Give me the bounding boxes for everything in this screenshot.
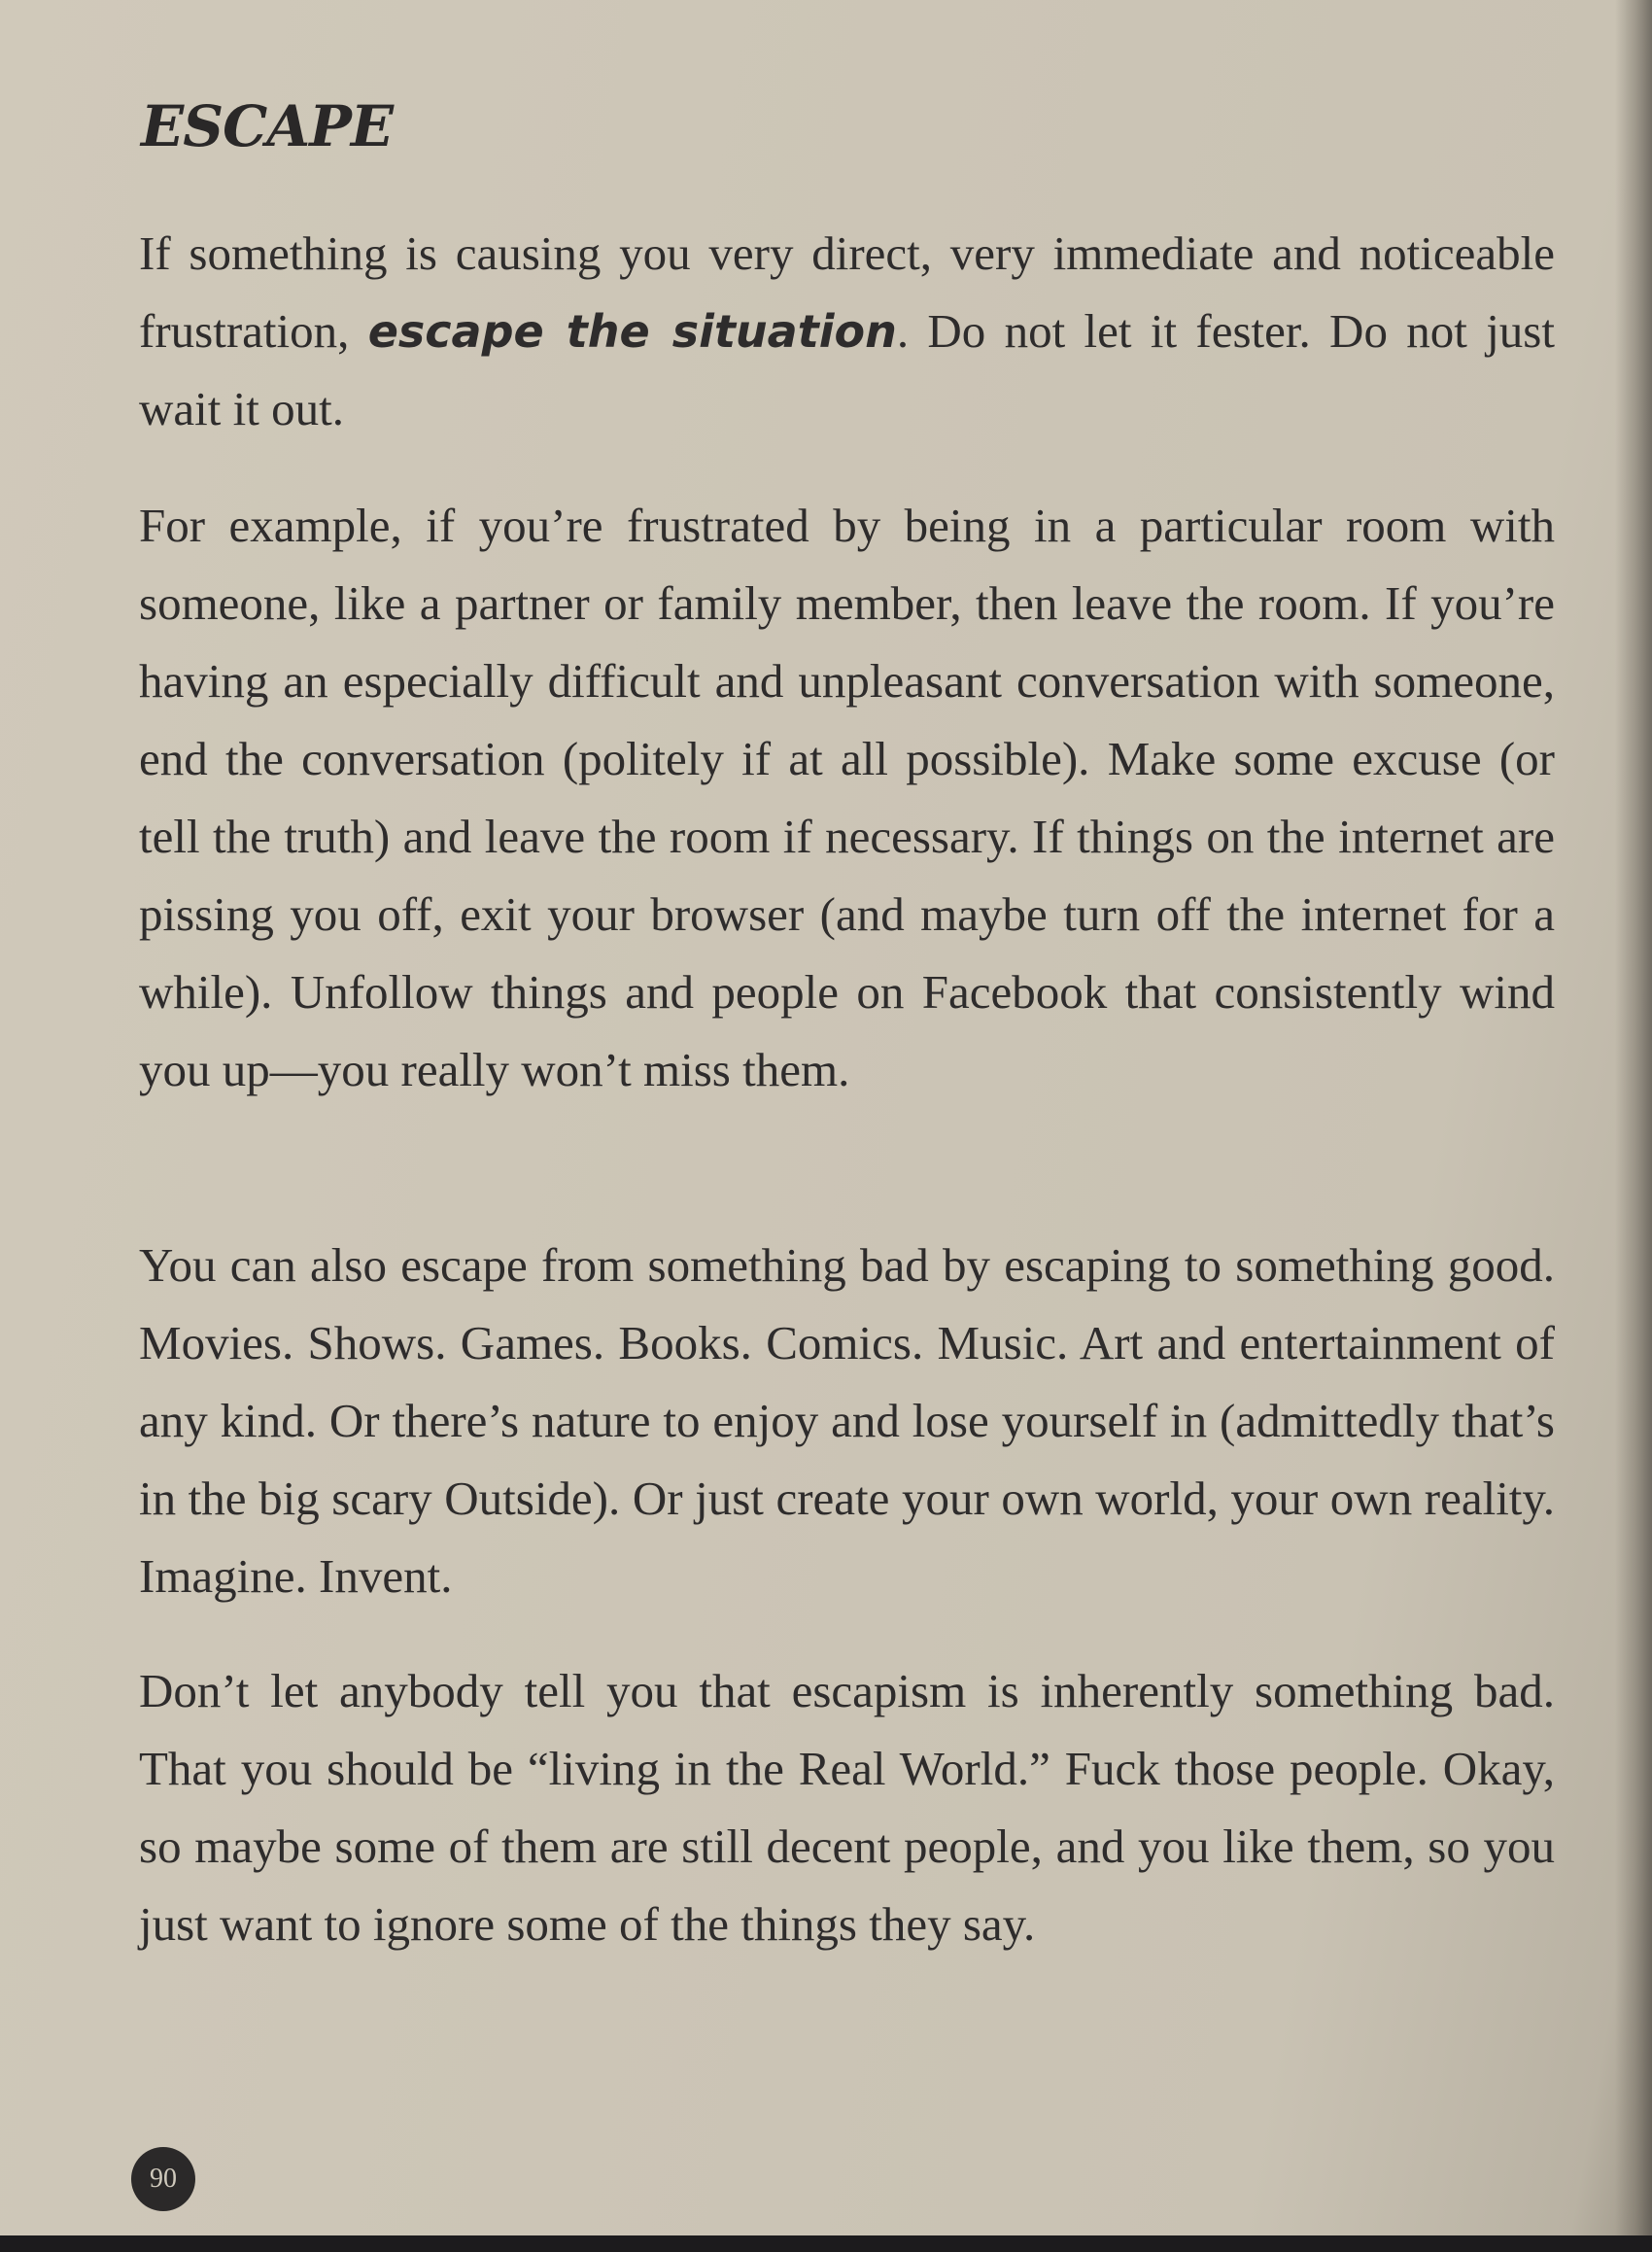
paragraph-3: You can also escape from something bad by escaping to something good. Movies. Shows. Games. Books. Comics. Music. Art and entertainment of any kind. Or there’s nature to enjoy and lose yourself in (admittedly that’s in the big scary Outside). Or just create your own world, your own reality. Imagine. Invent. [139,1238,1555,1603]
paragraph-2: For example, if you’re frustrated by being in a particular room with someone, like a partner or family member, then leave the room. If you’re having an especially difficult and unpleasant conversation with someone, end the conversation (politely if at all possible). Make some excuse (or tell the truth) and leave the room if necessary. If things on the internet are pissing you off, exit your browser (and maybe turn off the internet for a while). Unfollow things and people on Facebook that consistently wind you up—you really won’t miss them. [139,499,1555,1096]
page-number-badge: 90 [131,2147,195,2211]
page-gutter-shadow [1615,0,1652,2235]
paragraph-1 [139,215,1555,448]
paragraph-1-text-end: . Do not let it fester. Do not just wait it out. [139,304,1555,435]
paragraph-4: Don’t let anybody tell you that escapism is inherently something bad. That you should be “living in the Real World.” Fuck those people. Okay, so maybe some of them are still decent people, and you like them, so you just want to ignore some of the things they say. [139,1664,1555,1951]
bottom-dark-band [0,2235,1652,2252]
section-heading: ESCAPE [141,93,394,159]
paragraph-1-text-start: If something is causing you very direct, very immediate and noticeable frustration, [139,226,1555,358]
paragraph-1-emphasis: escape the situation [367,305,897,358]
